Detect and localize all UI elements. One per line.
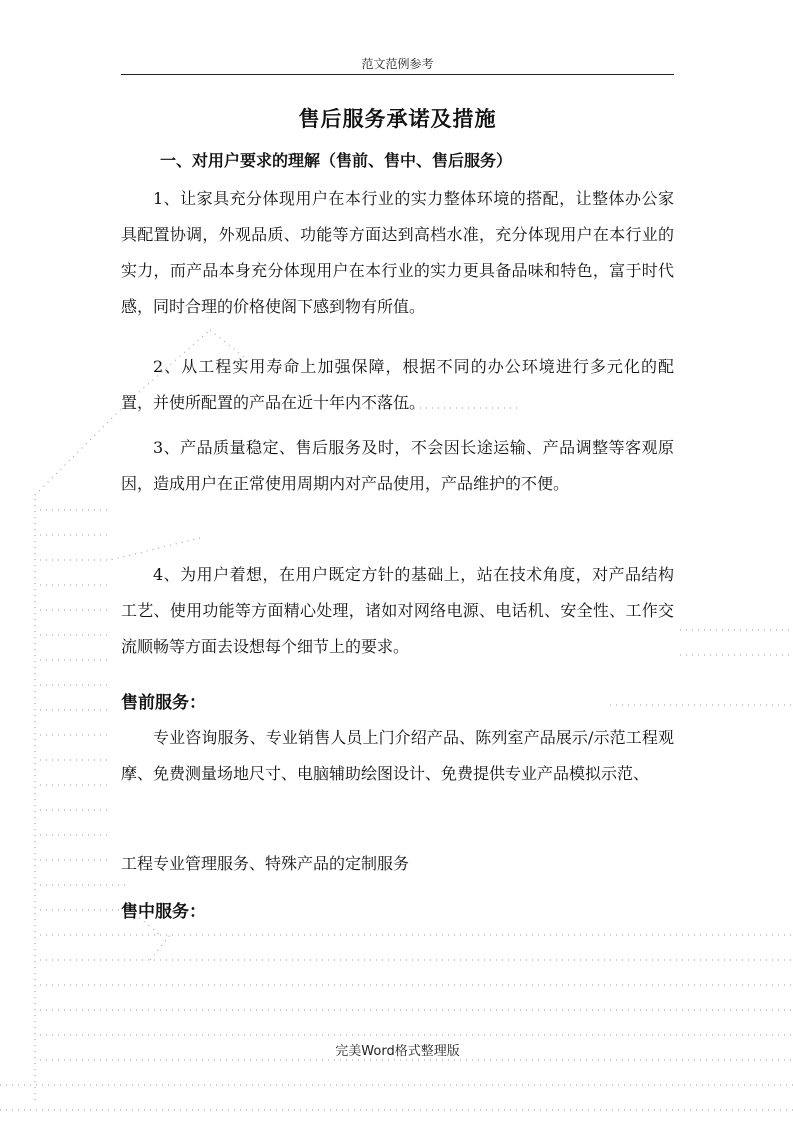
- presale-services-text: 专业咨询服务、专业销售人员上门介绍产品、陈列室产品展示/示范工程观摩、免费测量场地尺寸、电脑辅助绘图设计、免费提供专业产品模拟示范、: [121, 728, 674, 783]
- presale-heading: 售前服务：: [121, 693, 206, 713]
- paragraph-3: 3、产品质量稳定、售后服务及时，不会因长途运输、产品调整等客观原因，造成用户在正常使用周期内对产品使用，产品维护的不便。: [121, 438, 674, 493]
- section-heading: 一、对用户要求的理解（售前、售中、售后服务）: [160, 151, 513, 170]
- paragraph-4: 4、为用户着想，在用户既定方针的基础上，站在技术角度，对产品结构工艺、使用功能等方面精心处理，诸如对网络电源、电话机、安全性、工作交流顺畅等方面去设想每个细节上的要求。: [121, 565, 674, 656]
- header-divider: [121, 74, 674, 75]
- insale-heading: 售中服务：: [121, 902, 206, 922]
- document-title: 售后服务承诺及措施: [298, 106, 497, 131]
- page-header: 范文范例参考: [361, 57, 434, 71]
- presale-services-extra: 工程专业管理服务、特殊产品的定制服务: [121, 854, 410, 873]
- paragraph-1: 1、让家具充分体现用户在本行业的实力整体环境的搭配，让整体办公家具配置协调，外观品质、功能等方面达到高档水准，充分体现用户在本行业的实力，而产品本身充分体现用户在本行业的实力更具备品味和特色，富于时代感，同时合理的价格使阁下感到物有所值。: [121, 189, 674, 316]
- page-footer: 完美Word格式整理版: [335, 1044, 460, 1059]
- paragraph-2: 2、从工程实用寿命上加强保障，根据不同的办公环境进行多元化的配置，并使所配置的产品在近十年内不落伍。: [121, 357, 674, 412]
